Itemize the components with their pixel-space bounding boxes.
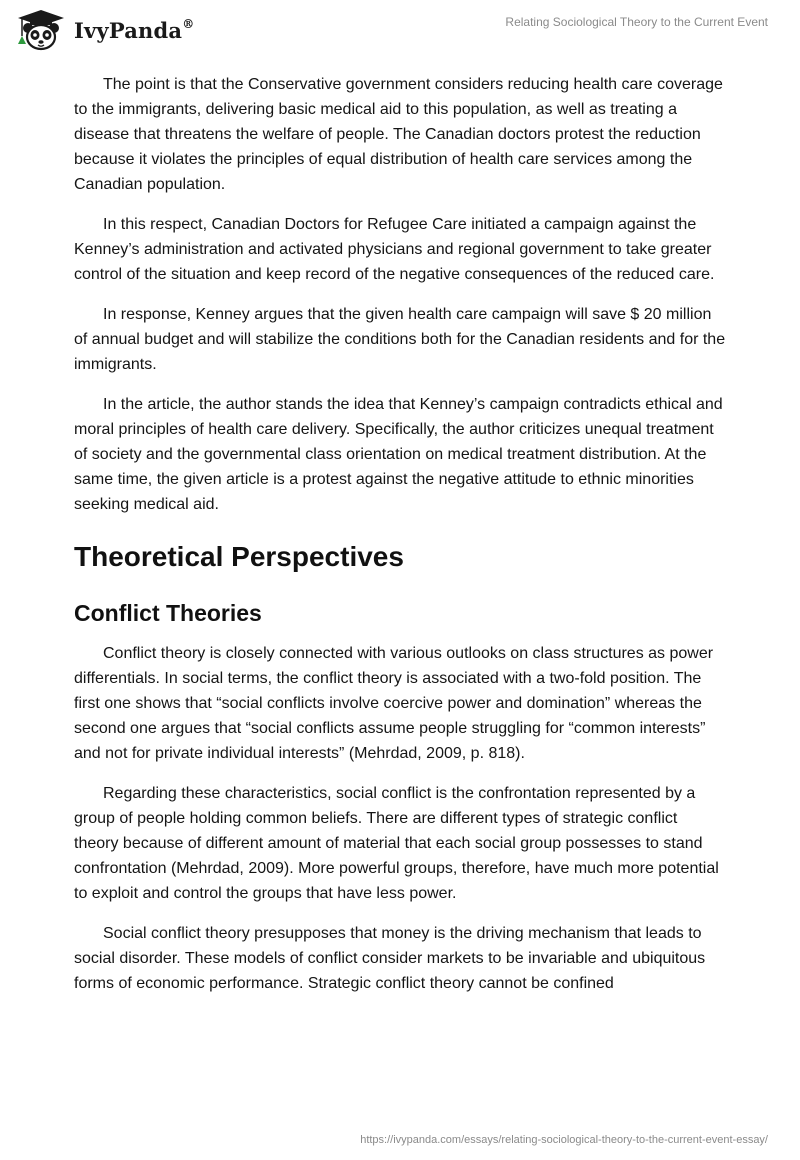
paragraph: The point is that the Conservative government considers reducing health care coverage to the immigrants, delivering basic medical aid to this population, as well as treating a disease that threatens the welfare of people. The Canadian doctors protest the reduction because it violates the principles of equal distribution of health care services among the Canadian population.: [74, 76, 723, 193]
paragraph: In response, Kenney argues that the given health care campaign will save $ 20 million of annual budget and will stabilize the conditions both for the Canadian residents and for the immigrants.: [74, 306, 726, 373]
registered-mark: ®: [182, 16, 195, 31]
page-header: [0, 0, 800, 60]
ivypanda-logo[interactable]: [14, 8, 194, 52]
paragraph: Conflict theory is closely connected with various outlooks on class structures as power differentials. In social terms, the conflict theory is associated with a two-fold position. The first one shows that “social conflicts involve coercive power and domination” whereas the second one argues that “social conflicts assume people struggling for “common interests” and not for private individual interests” (Mehrdad, 2009, p. 818).: [74, 645, 714, 762]
running-title: Relating Sociological Theory to the Current Event: [505, 15, 768, 29]
subsection-heading: Conflict Theories: [74, 600, 262, 626]
paragraph: Social conflict theory presupposes that money is the driving mechanism that leads to social disorder. These models of conflict consider markets to be invariable and ubiquitous forms of economic performance. Strategic conflict theory cannot be confined: [74, 925, 706, 992]
panda-graduate-icon: [14, 8, 68, 52]
essay-content: [74, 72, 726, 1011]
paragraph: In this respect, Canadian Doctors for Refugee Care initiated a campaign against the Kenney’s administration and activated physicians and regional government to take greater control of the situation and keep record of the negative consequences of the reduced care.: [74, 216, 715, 283]
paragraph: In the article, the author stands the idea that Kenney’s campaign contradicts ethical and moral principles of health care delivery. Specifically, the author criticizes unequal treatment of society and the governmental class orientation on medical treatment distribution. At the same time, the given article is a protest against the negative attitude to ethnic minorities seeking medical aid.: [74, 396, 723, 513]
brand-name: IvyPanda®: [74, 16, 195, 43]
source-url[interactable]: https://ivypanda.com/essays/relating-sociological-theory-to-the-current-event-essay/: [360, 1134, 768, 1146]
section-heading: Theoretical Perspectives: [74, 541, 404, 572]
paragraph: Regarding these characteristics, social conflict is the confrontation represented by a group of people holding common beliefs. There are different types of strategic conflict theory because of different amount of material that each social group possesses to stand confrontation (Mehrdad, 2009). More powerful groups, therefore, have much more potential to exploit and control the groups that have less power.: [74, 785, 719, 902]
